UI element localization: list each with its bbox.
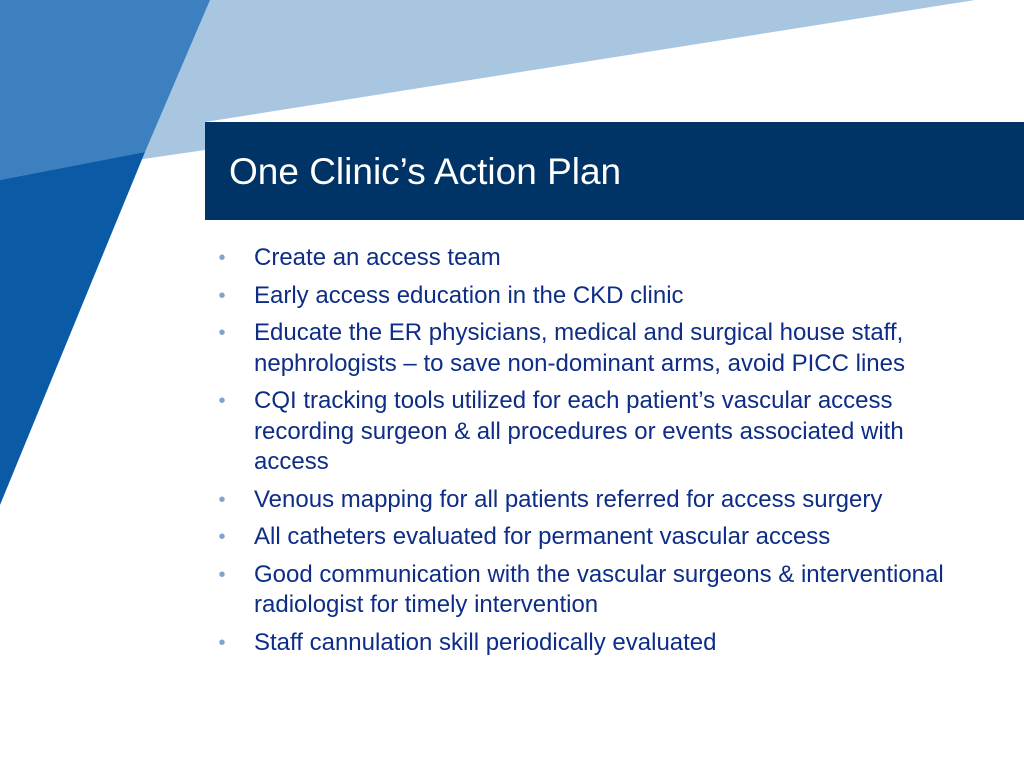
slide-title: One Clinic’s Action Plan: [229, 151, 622, 192]
bullet-text: Venous mapping for all patients referred for access surgery: [254, 485, 883, 513]
bullet-dot-icon: •: [218, 322, 226, 344]
bullet-item: [212, 522, 972, 553]
bullet-dot-icon: •: [218, 563, 226, 586]
bullet-dot-icon: •: [218, 488, 226, 511]
bullet-text: Good communication with the vascular surgeons & interventional radiologist for timely intervention: [254, 560, 944, 618]
bullet-item: [212, 386, 972, 478]
bullet-text: Educate the ER physicians, medical and surgical house staff, nephrologists – to save non-dominant arms, avoid PICC lines: [254, 319, 905, 377]
bullet-text: Staff cannulation skill periodically evaluated: [254, 628, 717, 656]
dark-blue-wedge: [0, 152, 145, 505]
bullet-item: [212, 318, 972, 379]
bullet-text: Early access education in the CKD clinic: [254, 281, 684, 309]
bullet-item: [212, 243, 972, 274]
bullet-text: All catheters evaluated for permanent vascular access: [254, 523, 831, 550]
bullet-dot-icon: •: [218, 247, 226, 269]
bullet-item: [212, 281, 972, 312]
bullet-dot-icon: •: [218, 284, 226, 307]
bullet-text: CQI tracking tools utilized for each patient’s vascular access recording surgeon & all procedures or events associated with access: [254, 387, 904, 475]
bullet-item: [212, 560, 972, 621]
bullet-text: Create an access team: [254, 244, 501, 271]
bullet-item: [212, 628, 972, 659]
bullet-dot-icon: •: [218, 526, 226, 548]
bullet-list: [212, 243, 972, 665]
bullet-item: [212, 485, 972, 516]
bullet-dot-icon: •: [218, 390, 226, 412]
bullet-dot-icon: •: [218, 631, 226, 654]
title-bar: [205, 122, 1024, 220]
